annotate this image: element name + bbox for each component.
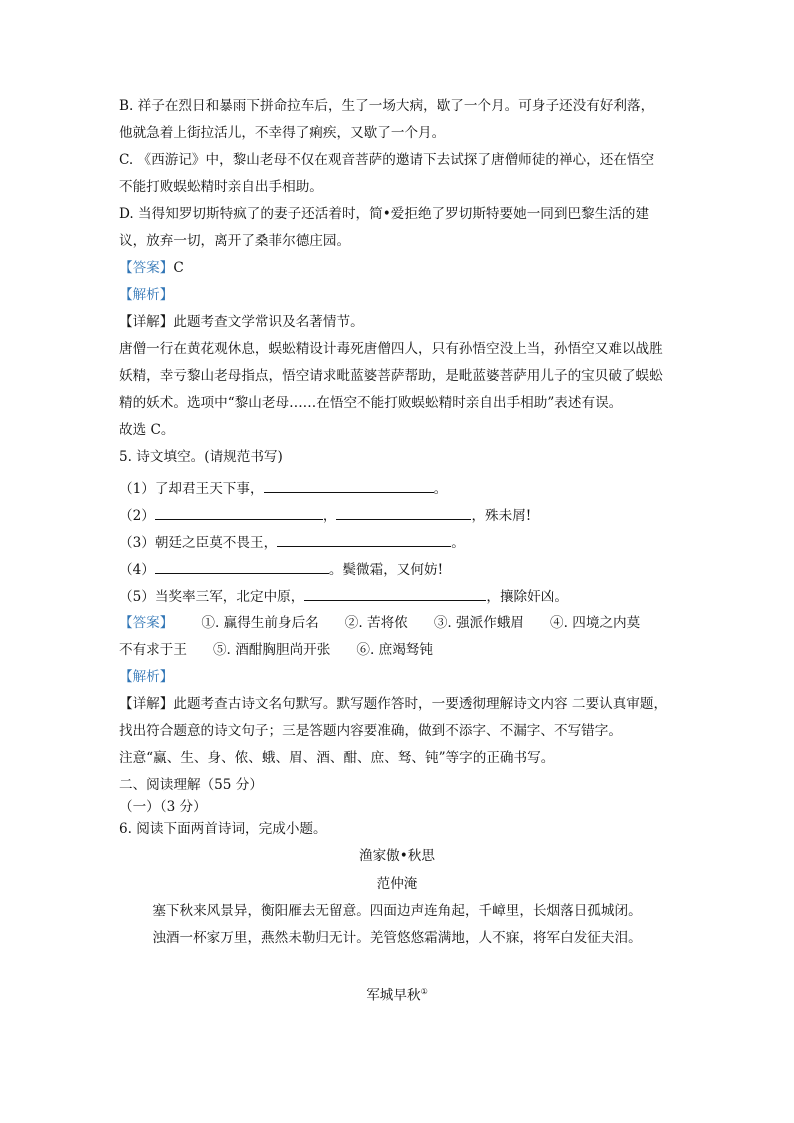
q4-detail (119, 313, 364, 331)
poem1-title: 渔家傲•秋思 (359, 848, 435, 864)
section-title: 二、阅读理解（55 分） (119, 777, 263, 793)
q4-explain-line1: 唐僧一行在黄花观休息，蜈蚣精设计毒死唐僧四人，只有孙悟空没上当，孙悟空又难以战胜 (119, 341, 663, 357)
item2-suffix: ，殊未屑! (471, 508, 532, 524)
q6-prompt: 6. 阅读下面两首诗词，完成小题。 (119, 821, 327, 837)
q5-item1 (119, 478, 447, 498)
q5-title: 5. 诗文填空。(请规范书写) (119, 449, 283, 465)
item5-suffix: ，攘除奸凶。 (486, 589, 568, 605)
option-d-line1: D. 当得知罗切斯特疯了的妻子还活着时，简•爱拒绝了罗切斯特要她一同到巴黎生活的建 (119, 206, 650, 222)
q5-item3 (119, 532, 465, 552)
q5-detail-line3: 注意“赢、生、身、侬、蛾、眉、酒、酣、庶、驽、钝”等字的正确书写。 (119, 750, 555, 766)
item1-prefix: （1）了却君王天下事， (119, 481, 264, 497)
answer-item: ③. 强派作蛾眉 (433, 615, 525, 631)
item4-prefix: （4） (119, 562, 155, 578)
answer-value: C (173, 260, 184, 276)
option-d-line2: 议，放弃一切，离开了桑菲尔德庄园。 (119, 233, 351, 249)
detail-label: 【详解】 (119, 696, 174, 712)
q5-detail-line2: 找出符合题意的诗文句子；三是答题内容要准确，做到不添字、不漏字、不写错字。 (119, 723, 622, 739)
q5-item4 (119, 559, 443, 579)
item2-prefix: （2） (119, 508, 155, 524)
option-c-line2: 不能打败蜈蚣精时亲自出手相助。 (119, 179, 323, 195)
answer-label: 【答案】 (119, 615, 174, 631)
poem1-line1: 塞下秋来风景异，衡阳雁去无留意。四面边声连角起，千嶂里，长烟落日孤城闭。 (152, 903, 642, 919)
footnote-mark: ① (420, 987, 428, 996)
section-subtitle: （一）（3 分） (119, 799, 207, 815)
poem1-author: 范仲淹 (376, 876, 418, 892)
answer-item: ④. 四境之内莫 (550, 615, 641, 631)
q5-answer-line2 (119, 641, 433, 659)
poem1-line2: 浊酒一杯家万里，燕然未勒归无计。羌管悠悠霜满地，人不寐，将军白发征夫泪。 (152, 930, 642, 946)
q4-analysis-label: 【解析】 (119, 287, 174, 303)
q5-detail-line1 (119, 695, 667, 713)
q5-answer-line1 (119, 614, 640, 632)
q4-explain-line3: 精的妖术。选项中“黎山老母……在悟空不能打败蜈蚣精时亲自出手相助”表述有误。 (119, 395, 623, 411)
answer-item: 不有求于王 (119, 642, 187, 658)
option-b-line1: B. 祥子在烈日和暴雨下拼命拉车后，生了一场大病，歇了一个月。可身子还没有好利落， (119, 98, 655, 114)
q5-item5 (119, 586, 568, 606)
poem2-title-text: 军城早秋 (366, 987, 421, 1004)
item3-suffix: 。 (451, 535, 465, 551)
detail-text: 此题考查古诗文名句默写。默写题作答时，一要透彻理解诗文内容 二要认真审题， (173, 696, 668, 712)
option-b-line2: 他就急着上街拉活儿，不幸得了痢疾，又歇了一个月。 (119, 125, 446, 141)
fill-blank (336, 505, 471, 520)
poem2-title (0, 983, 794, 1005)
fill-blank (155, 559, 329, 574)
q5-analysis-label: 【解析】 (119, 669, 174, 685)
option-c-line1: C. 《西游记》中，黎山老母不仅在观音菩萨的邀请下去试探了唐僧师徒的禅心，还在悟空 (119, 152, 655, 168)
fill-blank (277, 532, 451, 547)
q4-answer (119, 259, 184, 277)
item2-middle: ， (322, 508, 337, 524)
fill-blank (264, 478, 434, 493)
fill-blank (304, 586, 486, 601)
detail-text: 此题考查文学常识及名著情节。 (173, 314, 364, 330)
answer-item: ①. 赢得生前身后名 (201, 615, 319, 631)
answer-item: ②. 苦将侬 (344, 615, 408, 631)
item3-prefix: （3）朝廷之臣莫不畏王， (119, 535, 278, 551)
item1-suffix: 。 (433, 481, 448, 497)
detail-label: 【详解】 (119, 314, 174, 330)
q5-item2 (119, 505, 531, 525)
answer-item: ⑤. 酒酣胸胆尚开张 (212, 642, 331, 658)
fill-blank (155, 505, 323, 520)
q4-explain-line2: 妖精，幸亏黎山老母指点，悟空请求毗蓝婆菩萨帮助，是毗蓝婆菩萨用儿子的宝贝破了蜈蚣 (119, 368, 663, 384)
answer-label: 【答案】 (119, 260, 174, 276)
answer-item: ⑥. 庶竭驽钝 (356, 642, 433, 658)
item4-suffix: 。鬓微霜，又何妨! (328, 562, 444, 578)
item5-prefix: （5）当奖率三军，北定中原， (119, 589, 305, 605)
q4-conclusion: 故选 C。 (119, 422, 175, 438)
